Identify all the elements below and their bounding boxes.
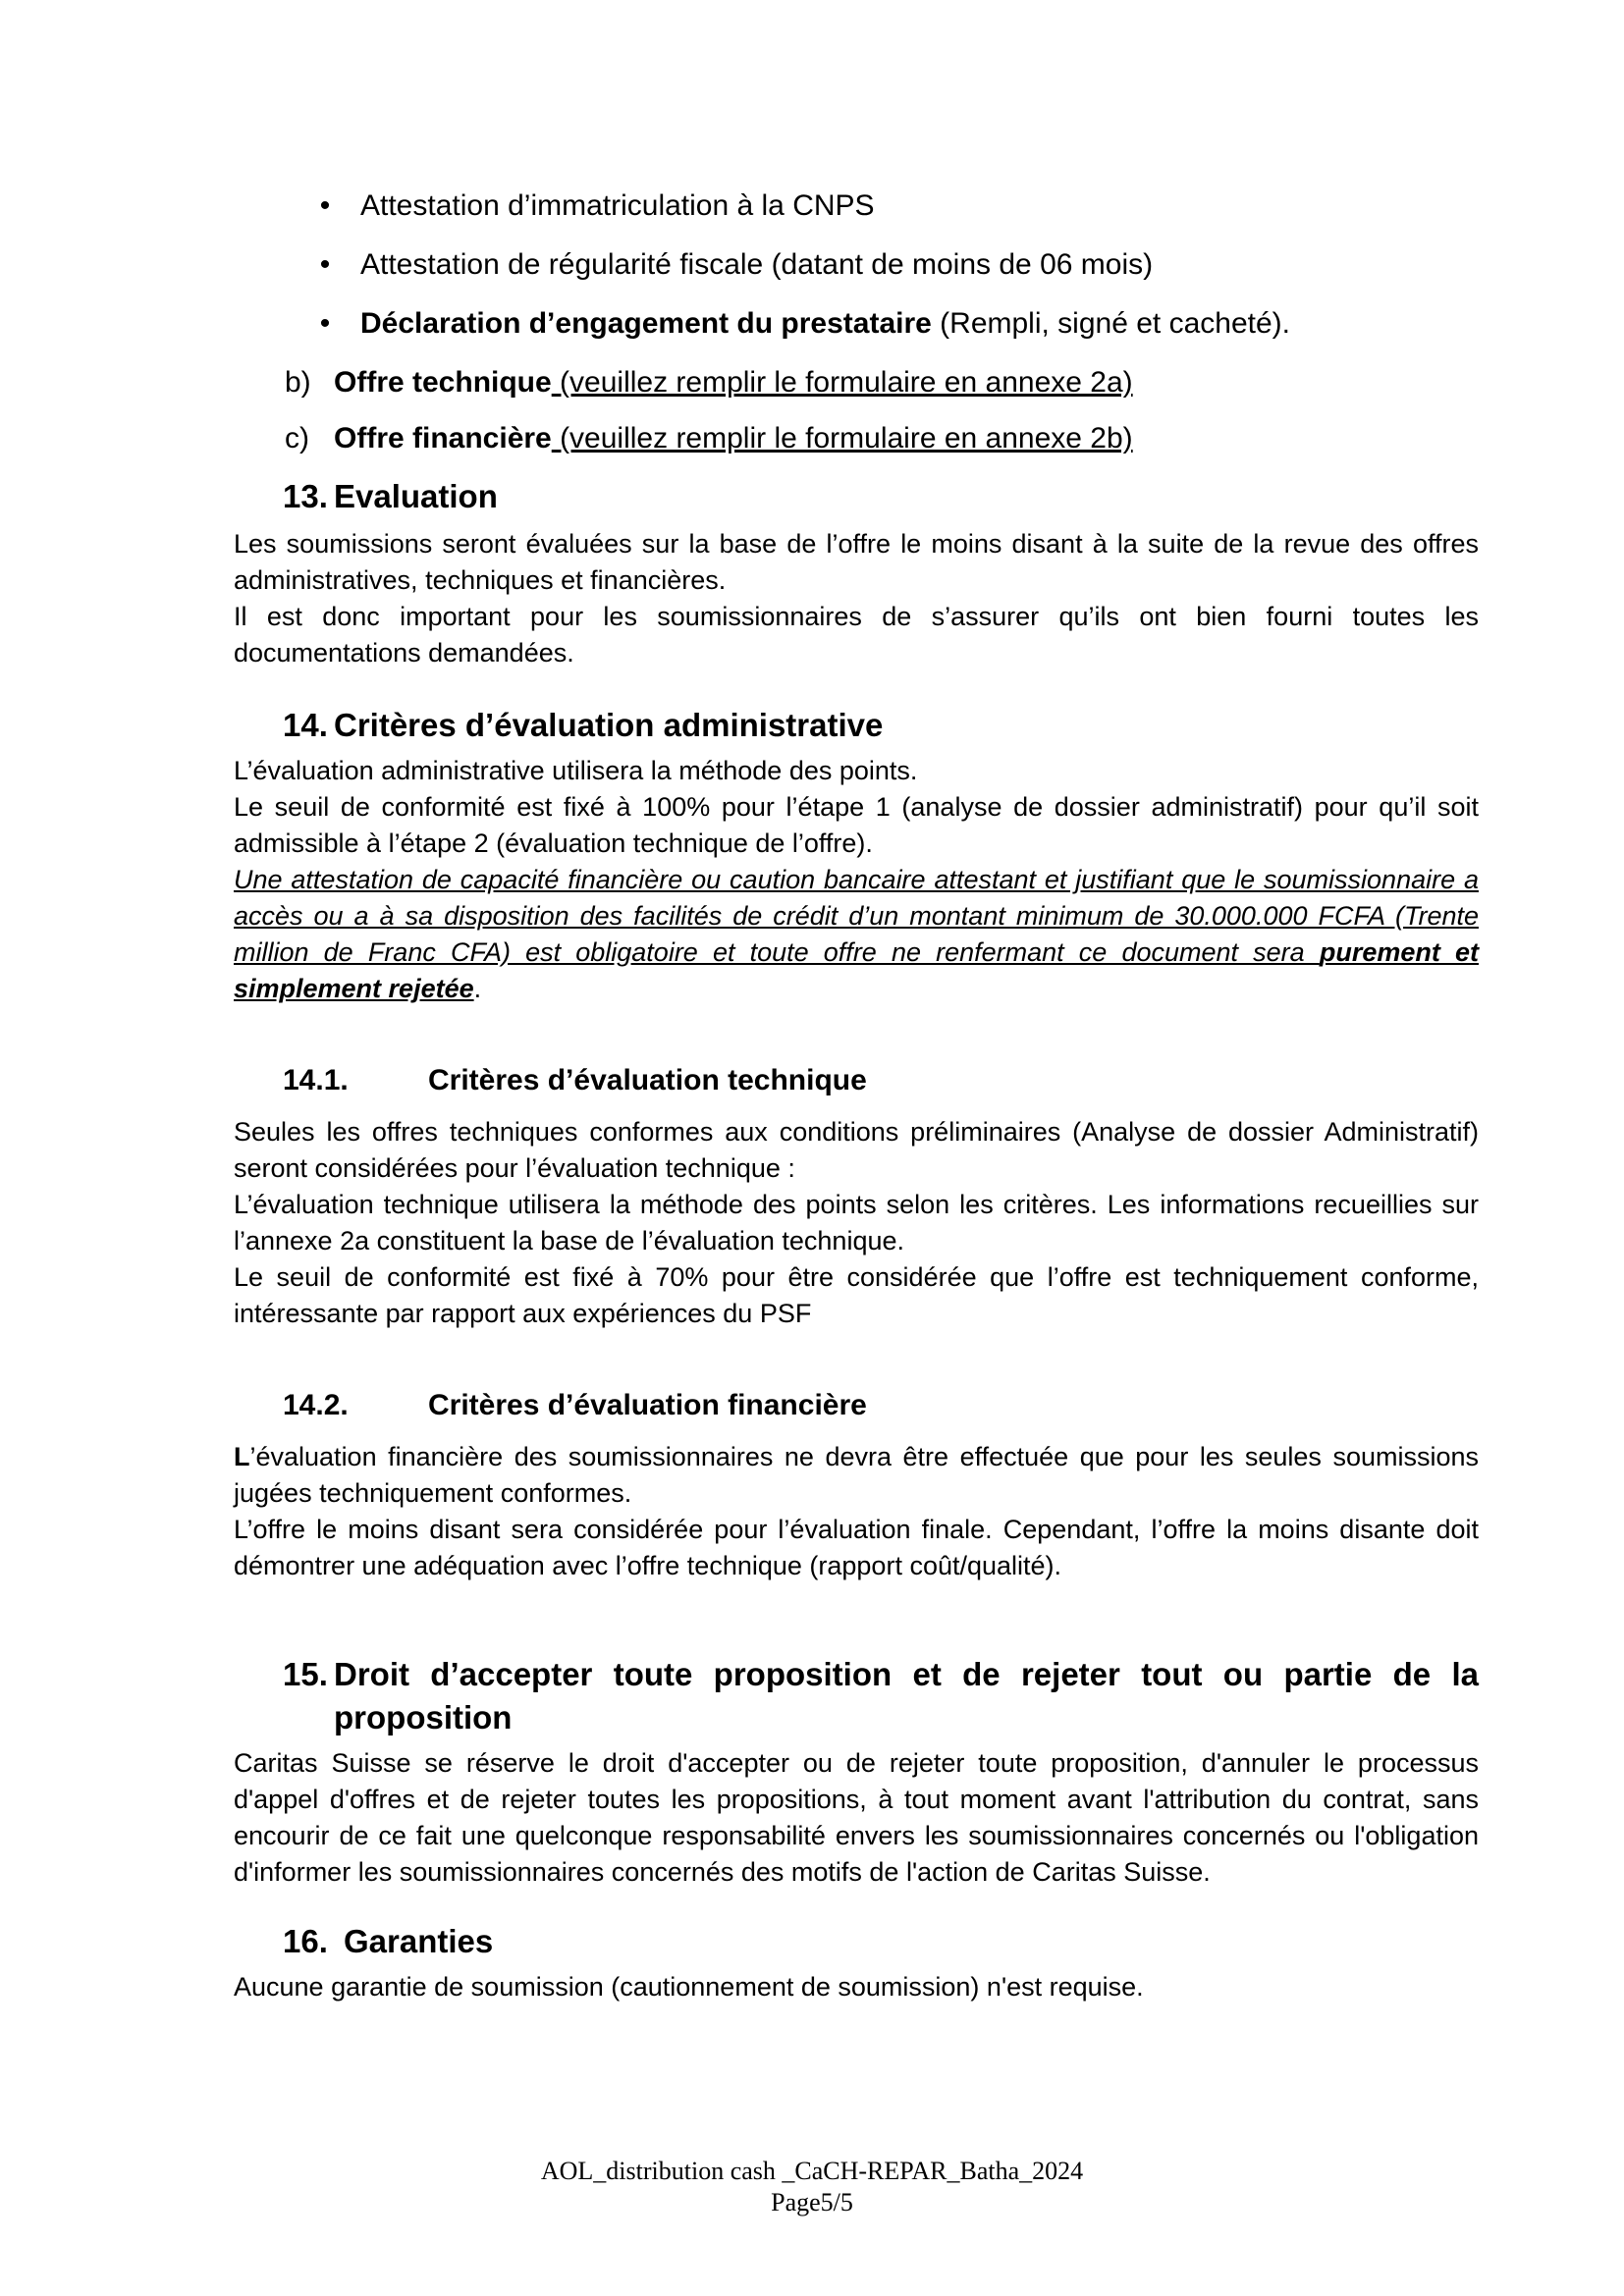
required-documents-list — [310, 187, 1479, 344]
paragraph: L’évaluation administrative utilisera la méthode des points. — [234, 756, 918, 785]
paragraph: L’offre le moins disant sera considérée pour l’évaluation finale. Cependant, l’offre la moins disante doit démontrer une adéquation avec l’offre technique (rapport coût/qualité). — [234, 1515, 1479, 1580]
paragraph: Le seuil de conformité est fixé à 100% pour l’étape 1 (analyse de dossier administratif) pour qu’il soit admissible à l’étape 2 (évaluation technique de l’offre). — [234, 792, 1479, 858]
section-14-1-heading: 14.1. Critères d’évaluation technique — [283, 1064, 867, 1096]
paragraph: Caritas Suisse se réserve le droit d'accepter ou de rejeter toute proposition, d'annuler le processus d'appel d'offres et de rejeter toutes les propositions, à tout moment avant l'attribution du contrat, sans encourir de ce fait une quelconque responsabilité envers les soumissionnaires concernés ou l'obligation d'informer les soumissionnaires concernés des motifs de l'action de Caritas Suisse. — [234, 1748, 1479, 1887]
offers-list — [285, 363, 1479, 458]
bullet-icon: • — [319, 189, 331, 222]
list-item: b) Offre technique (veuillez remplir le formulaire en annexe 2a) — [285, 366, 1133, 399]
list-item: • Déclaration d’engagement du prestataire (Rempli, signé et cacheté). — [310, 304, 1479, 344]
paragraph: L’évaluation financière des soumissionnaires ne devra être effectuée que pour les seules soumissions jugées techniquement conformes. — [234, 1442, 1479, 1508]
paragraph: Il est donc important pour les soumissionnaires de s’assurer qu’ils ont bien fourni toutes les documentations demandées. — [234, 602, 1479, 667]
list-item: c) Offre financière (veuillez remplir le formulaire en annexe 2b) — [285, 422, 1133, 454]
paragraph: Le seuil de conformité est fixé à 70% pour être considérée que l’offre est techniquement conforme, intéressante par rapport aux expériences du PSF — [234, 1262, 1479, 1328]
section-15-heading: 15. Droit d’accepter toute proposition et de rejeter tout ou partie de la proposition — [283, 1656, 1479, 1735]
list-item: • Attestation de régularité fiscale (datant de moins de 06 mois) — [310, 245, 1479, 285]
footer-page-number: Page5/5 — [771, 2188, 853, 2216]
paragraph: Aucune garantie de soumission (cautionnement de soumission) n'est requise. — [234, 1972, 1144, 2002]
document-page — [234, 187, 1479, 2005]
bullet-icon: • — [319, 307, 331, 340]
bullet-icon: • — [319, 248, 331, 281]
page-footer — [0, 2156, 1624, 2218]
list-item: • Attestation d’immatriculation à la CNPS — [310, 187, 1479, 226]
paragraph: L’évaluation technique utilisera la méthode des points selon les critères. Les informations recueillies sur l’annexe 2a constituent la base de l’évaluation technique. — [234, 1190, 1479, 1255]
paragraph: Seules les offres techniques conformes aux conditions préliminaires (Analyse de dossier Administratif) seront considérées pour l’évaluation technique : — [234, 1117, 1479, 1183]
paragraph: Les soumissions seront évaluées sur la base de l’offre le moins disant à la suite de la revue des offres administratives, techniques et financières. — [234, 529, 1479, 595]
section-14-heading: 14. Critères d’évaluation administrative — [283, 707, 884, 743]
section-14-2-heading: 14.2. Critères d’évaluation financière — [283, 1389, 867, 1421]
financial-capacity-warning: Une attestation de capacité financière ou caution bancaire attestant et justifiant que le soumissionnaire a accès ou a à sa disposition des facilités de crédit d’un montant minimum de 30.000.000 FCFA (Trente million de Franc CFA) est obligatoire et toute offre ne renfermant ce document sera purement et simplement rejetée. — [234, 865, 1479, 1003]
section-13-heading: 13. Evaluation — [283, 478, 498, 514]
footer-document-ref: AOL_distribution cash _CaCH-REPAR_Batha_2024 — [540, 2157, 1084, 2185]
section-16-heading: 16. Garanties — [283, 1923, 494, 1959]
